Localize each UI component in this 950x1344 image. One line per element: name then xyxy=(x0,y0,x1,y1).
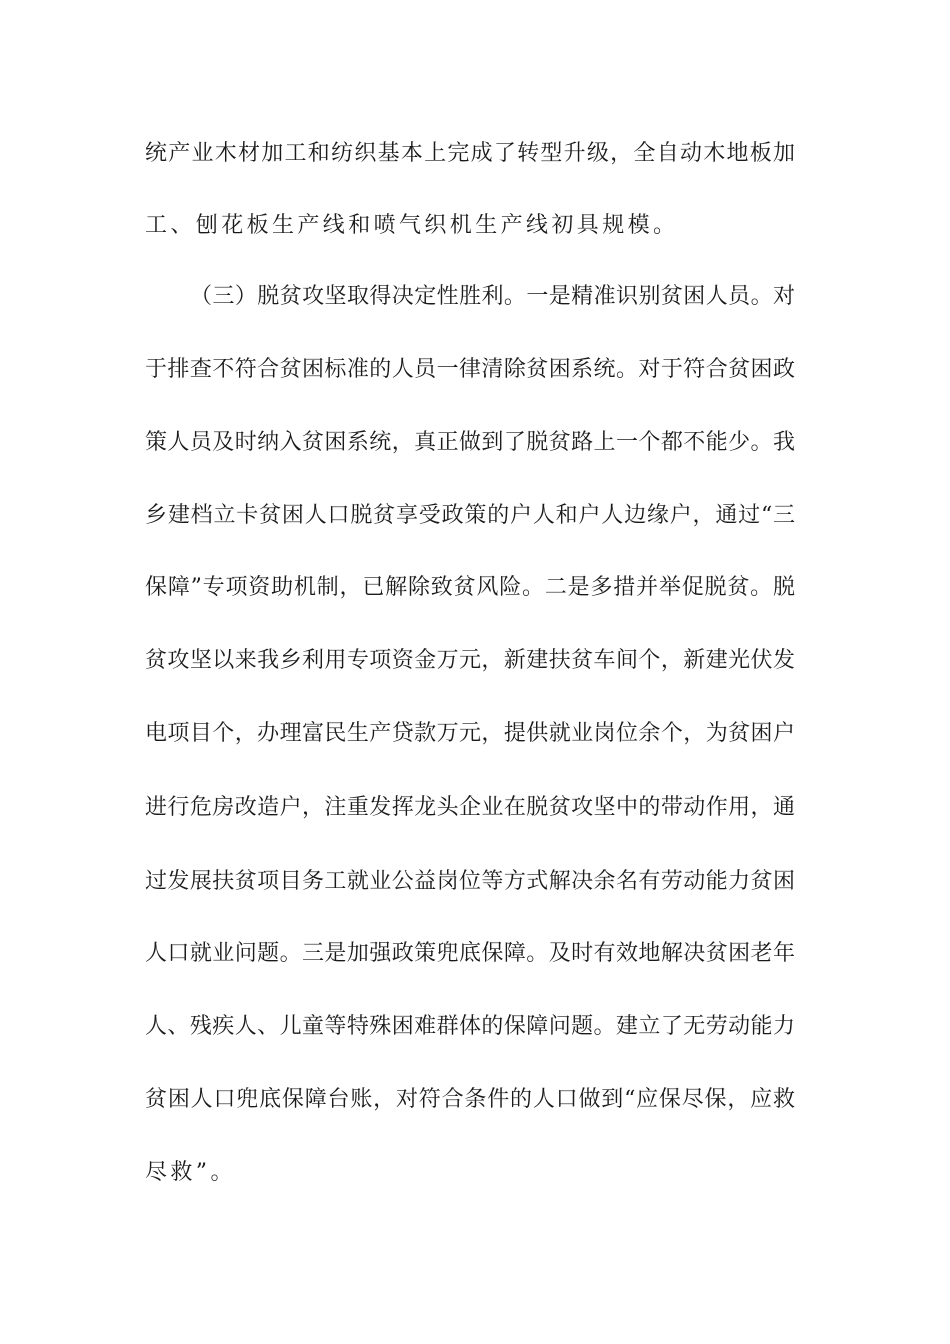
paragraph-line: 工、刨花板生产线和喷气织机生产线初具规模。 xyxy=(145,213,679,238)
paragraph-line: 电项目个，办理富民生产贷款万元，提供就业岗位余个，为贫困户 xyxy=(145,721,795,746)
paragraph-line: 人口就业问题。三是加强政策兜底保障。及时有效地解决贫困老年 xyxy=(145,941,795,966)
paragraph-line: 贫攻坚以来我乡利用专项资金万元，新建扶贫车间个，新建光伏发 xyxy=(145,648,795,673)
paragraph-line: 人、残疾人、儿童等特殊困难群体的保障问题。建立了无劳动能力 xyxy=(145,1014,795,1039)
paragraph-line: 于排查不符合贫困标准的人员一律清除贫困系统。对于符合贫困政 xyxy=(145,357,795,382)
paragraph-line: 贫困人口兜底保障台账，对符合条件的人口做到“应保尽保，应救 xyxy=(145,1087,795,1112)
paragraph-line: 统产业木材加工和纺织基本上完成了转型升级，全自动木地板加 xyxy=(145,141,795,166)
paragraph-line: 尽救”。 xyxy=(145,1160,236,1185)
paragraph-line: 进行危房改造户，注重发挥龙头企业在脱贫攻坚中的带动作用，通 xyxy=(145,795,795,820)
paragraph-line: 乡建档立卡贫困人口脱贫享受政策的户人和户人边缘户，通过“三 xyxy=(145,503,795,528)
paragraph-line: 策人员及时纳入贫困系统，真正做到了脱贫路上一个都不能少。我 xyxy=(145,430,795,455)
paragraph-line: 保障”专项资助机制，已解除致贫风险。二是多措并举促脱贫。脱 xyxy=(145,575,795,600)
paragraph-line: 过发展扶贫项目务工就业公益岗位等方式解决余名有劳动能力贫困 xyxy=(145,869,795,894)
section-heading-line: （三）脱贫攻坚取得决定性胜利。一是精准识别贫困人员。对 xyxy=(190,284,795,309)
